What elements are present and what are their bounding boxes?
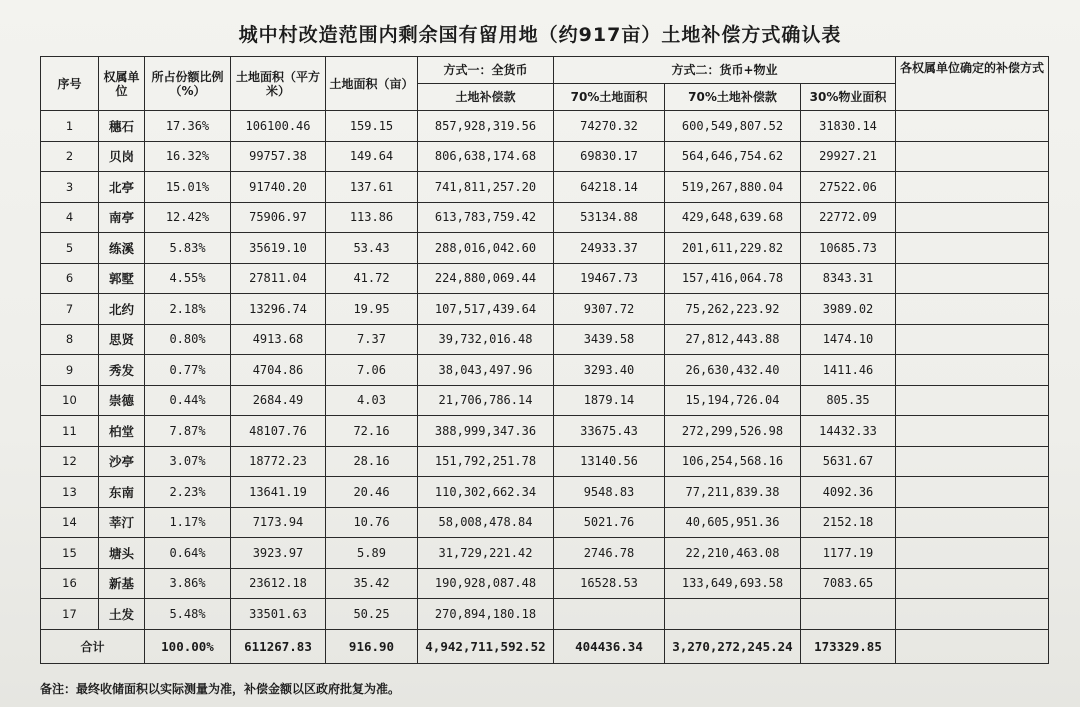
cell-confirm [896, 263, 1049, 294]
cell-share: 5.48% [145, 599, 231, 630]
table-row [41, 477, 1049, 508]
cell-seq: 14 [41, 507, 99, 538]
cell-area-mu: 7.06 [326, 355, 418, 386]
cell-comp: 806,638,174.68 [418, 141, 554, 172]
total-comp70: 3,270,272,245.24 [665, 629, 801, 663]
header-option2-prop30: 30%物业面积 [801, 84, 896, 111]
cell-comp70: 429,648,639.68 [665, 202, 801, 233]
cell-share: 0.44% [145, 385, 231, 416]
cell-area-sqm: 91740.20 [231, 172, 326, 203]
cell-unit: 贝岗 [99, 141, 145, 172]
cell-area-sqm: 4704.86 [231, 355, 326, 386]
total-area70: 404436.34 [554, 629, 665, 663]
cell-area70: 9548.83 [554, 477, 665, 508]
cell-prop30: 1474.10 [801, 324, 896, 355]
cell-comp70: 22,210,463.08 [665, 538, 801, 569]
cell-comp70: 15,194,726.04 [665, 385, 801, 416]
compensation-table [40, 56, 1049, 664]
table-row [41, 416, 1049, 447]
cell-unit: 北约 [99, 294, 145, 325]
table-body [41, 111, 1049, 630]
cell-share: 4.55% [145, 263, 231, 294]
cell-area-sqm: 13296.74 [231, 294, 326, 325]
cell-area-mu: 113.86 [326, 202, 418, 233]
cell-area-sqm: 7173.94 [231, 507, 326, 538]
total-share: 100.00% [145, 629, 231, 663]
cell-seq: 17 [41, 599, 99, 630]
cell-area-mu: 41.72 [326, 263, 418, 294]
cell-comp: 110,302,662.34 [418, 477, 554, 508]
cell-unit: 秀发 [99, 355, 145, 386]
cell-area70: 19467.73 [554, 263, 665, 294]
cell-share: 5.83% [145, 233, 231, 264]
header-row-1 [41, 57, 1049, 84]
cell-prop30: 2152.18 [801, 507, 896, 538]
cell-area70 [554, 599, 665, 630]
cell-seq: 13 [41, 477, 99, 508]
cell-area70: 69830.17 [554, 141, 665, 172]
cell-unit: 新基 [99, 568, 145, 599]
cell-area70: 24933.37 [554, 233, 665, 264]
cell-prop30: 31830.14 [801, 111, 896, 142]
header-seq: 序号 [41, 57, 99, 111]
cell-area-sqm: 4913.68 [231, 324, 326, 355]
cell-share: 0.80% [145, 324, 231, 355]
total-prop30: 173329.85 [801, 629, 896, 663]
cell-seq: 6 [41, 263, 99, 294]
cell-area-sqm: 99757.38 [231, 141, 326, 172]
table-row [41, 324, 1049, 355]
cell-prop30: 5631.67 [801, 446, 896, 477]
header-option2: 方式二：货币+物业 [554, 57, 896, 84]
cell-seq: 2 [41, 141, 99, 172]
cell-prop30 [801, 599, 896, 630]
header-share: 所占份额比例（%） [145, 57, 231, 111]
cell-comp: 190,928,087.48 [418, 568, 554, 599]
cell-area-sqm: 75906.97 [231, 202, 326, 233]
cell-comp: 58,008,478.84 [418, 507, 554, 538]
cell-area-sqm: 13641.19 [231, 477, 326, 508]
cell-area70: 1879.14 [554, 385, 665, 416]
cell-prop30: 3989.02 [801, 294, 896, 325]
cell-share: 1.17% [145, 507, 231, 538]
cell-seq: 7 [41, 294, 99, 325]
cell-confirm [896, 538, 1049, 569]
total-row [41, 629, 1049, 663]
cell-area-mu: 7.37 [326, 324, 418, 355]
cell-seq: 8 [41, 324, 99, 355]
cell-area-mu: 10.76 [326, 507, 418, 538]
cell-share: 16.32% [145, 141, 231, 172]
cell-comp70: 600,549,807.52 [665, 111, 801, 142]
cell-share: 12.42% [145, 202, 231, 233]
cell-area-sqm: 3923.97 [231, 538, 326, 569]
cell-unit: 塘头 [99, 538, 145, 569]
table-row [41, 202, 1049, 233]
cell-area70: 3439.58 [554, 324, 665, 355]
cell-area70: 53134.88 [554, 202, 665, 233]
cell-confirm [896, 202, 1049, 233]
cell-area-mu: 19.95 [326, 294, 418, 325]
header-option2-comp70: 70%土地补偿款 [665, 84, 801, 111]
cell-area-mu: 149.64 [326, 141, 418, 172]
cell-seq: 1 [41, 111, 99, 142]
cell-unit: 南亭 [99, 202, 145, 233]
table-row [41, 172, 1049, 203]
cell-unit: 思贤 [99, 324, 145, 355]
cell-comp: 21,706,786.14 [418, 385, 554, 416]
cell-share: 2.18% [145, 294, 231, 325]
cell-area70: 74270.32 [554, 111, 665, 142]
cell-confirm [896, 477, 1049, 508]
header-area-mu: 土地面积（亩） [326, 57, 418, 111]
cell-seq: 3 [41, 172, 99, 203]
cell-comp: 741,811,257.20 [418, 172, 554, 203]
cell-area-mu: 5.89 [326, 538, 418, 569]
cell-area-sqm: 23612.18 [231, 568, 326, 599]
cell-confirm [896, 233, 1049, 264]
cell-share: 17.36% [145, 111, 231, 142]
cell-area-mu: 28.16 [326, 446, 418, 477]
cell-prop30: 14432.33 [801, 416, 896, 447]
cell-area-sqm: 27811.04 [231, 263, 326, 294]
cell-seq: 5 [41, 233, 99, 264]
cell-confirm [896, 172, 1049, 203]
table-row [41, 233, 1049, 264]
cell-comp70: 272,299,526.98 [665, 416, 801, 447]
cell-confirm [896, 385, 1049, 416]
cell-area-mu: 72.16 [326, 416, 418, 447]
cell-prop30: 10685.73 [801, 233, 896, 264]
cell-confirm [896, 355, 1049, 386]
cell-area-mu: 137.61 [326, 172, 418, 203]
footnote: 备注：最终收储面积以实际测量为准，补偿金额以区政府批复为准。 [40, 682, 401, 696]
cell-unit: 柏堂 [99, 416, 145, 447]
cell-comp: 31,729,221.42 [418, 538, 554, 569]
cell-comp70: 201,611,229.82 [665, 233, 801, 264]
table-row [41, 111, 1049, 142]
cell-prop30: 7083.65 [801, 568, 896, 599]
cell-area-sqm: 2684.49 [231, 385, 326, 416]
cell-comp70: 106,254,568.16 [665, 446, 801, 477]
cell-area-sqm: 35619.10 [231, 233, 326, 264]
cell-comp70 [665, 599, 801, 630]
cell-prop30: 29927.21 [801, 141, 896, 172]
cell-share: 0.64% [145, 538, 231, 569]
cell-unit: 郭墅 [99, 263, 145, 294]
header-option2-area70: 70%土地面积 [554, 84, 665, 111]
table-row [41, 568, 1049, 599]
cell-area-mu: 4.03 [326, 385, 418, 416]
cell-area-sqm: 106100.46 [231, 111, 326, 142]
cell-share: 2.23% [145, 477, 231, 508]
cell-unit: 沙亭 [99, 446, 145, 477]
cell-confirm [896, 324, 1049, 355]
table-row [41, 599, 1049, 630]
cell-comp70: 27,812,443.88 [665, 324, 801, 355]
cell-share: 15.01% [145, 172, 231, 203]
cell-area-mu: 35.42 [326, 568, 418, 599]
cell-area-sqm: 18772.23 [231, 446, 326, 477]
cell-comp70: 77,211,839.38 [665, 477, 801, 508]
cell-area-sqm: 48107.76 [231, 416, 326, 447]
cell-comp70: 40,605,951.36 [665, 507, 801, 538]
cell-comp: 151,792,251.78 [418, 446, 554, 477]
cell-confirm [896, 568, 1049, 599]
cell-seq: 15 [41, 538, 99, 569]
cell-comp: 857,928,319.56 [418, 111, 554, 142]
cell-area70: 9307.72 [554, 294, 665, 325]
cell-confirm [896, 599, 1049, 630]
cell-seq: 12 [41, 446, 99, 477]
cell-prop30: 27522.06 [801, 172, 896, 203]
cell-comp: 224,880,069.44 [418, 263, 554, 294]
document-title: 城中村改造范围内剩余国有留用地（约917亩）土地补偿方式确认表 [238, 24, 842, 46]
header-option1: 方式一：全货币 [418, 57, 554, 84]
cell-area70: 16528.53 [554, 568, 665, 599]
cell-comp70: 26,630,432.40 [665, 355, 801, 386]
cell-share: 3.86% [145, 568, 231, 599]
cell-prop30: 1411.46 [801, 355, 896, 386]
table-row [41, 538, 1049, 569]
cell-area70: 13140.56 [554, 446, 665, 477]
cell-share: 7.87% [145, 416, 231, 447]
cell-prop30: 805.35 [801, 385, 896, 416]
cell-comp: 270,894,180.18 [418, 599, 554, 630]
table-row [41, 507, 1049, 538]
cell-comp70: 519,267,880.04 [665, 172, 801, 203]
cell-share: 3.07% [145, 446, 231, 477]
cell-comp70: 564,646,754.62 [665, 141, 801, 172]
cell-comp70: 75,262,223.92 [665, 294, 801, 325]
table-row [41, 141, 1049, 172]
total-label: 合计 [41, 629, 145, 663]
table-row [41, 355, 1049, 386]
cell-comp: 288,016,042.60 [418, 233, 554, 264]
cell-unit: 练溪 [99, 233, 145, 264]
total-area-mu: 916.90 [326, 629, 418, 663]
cell-unit: 穗石 [99, 111, 145, 142]
table-row [41, 446, 1049, 477]
cell-seq: 10 [41, 385, 99, 416]
cell-unit: 北亭 [99, 172, 145, 203]
cell-area70: 2746.78 [554, 538, 665, 569]
cell-area70: 33675.43 [554, 416, 665, 447]
total-confirm-cell [896, 629, 1049, 663]
cell-prop30: 1177.19 [801, 538, 896, 569]
cell-unit: 崇德 [99, 385, 145, 416]
header-confirm: 各权属单位确定的补偿方式 [896, 57, 1049, 111]
table-row [41, 263, 1049, 294]
cell-confirm [896, 111, 1049, 142]
cell-area70: 5021.76 [554, 507, 665, 538]
cell-comp70: 133,649,693.58 [665, 568, 801, 599]
cell-prop30: 22772.09 [801, 202, 896, 233]
cell-seq: 9 [41, 355, 99, 386]
cell-confirm [896, 294, 1049, 325]
cell-seq: 16 [41, 568, 99, 599]
cell-confirm [896, 416, 1049, 447]
cell-area-mu: 159.15 [326, 111, 418, 142]
cell-comp: 39,732,016.48 [418, 324, 554, 355]
cell-unit: 东南 [99, 477, 145, 508]
cell-seq: 11 [41, 416, 99, 447]
cell-comp: 613,783,759.42 [418, 202, 554, 233]
table-row [41, 385, 1049, 416]
total-area-sqm: 611267.83 [231, 629, 326, 663]
cell-area-sqm: 33501.63 [231, 599, 326, 630]
cell-comp: 38,043,497.96 [418, 355, 554, 386]
cell-seq: 4 [41, 202, 99, 233]
header-unit: 权属单位 [99, 57, 145, 111]
cell-area70: 64218.14 [554, 172, 665, 203]
cell-confirm [896, 446, 1049, 477]
cell-unit: 土发 [99, 599, 145, 630]
cell-confirm [896, 141, 1049, 172]
cell-area-mu: 50.25 [326, 599, 418, 630]
cell-share: 0.77% [145, 355, 231, 386]
cell-confirm [896, 507, 1049, 538]
cell-comp: 107,517,439.64 [418, 294, 554, 325]
cell-area-mu: 20.46 [326, 477, 418, 508]
cell-prop30: 4092.36 [801, 477, 896, 508]
header-area-sqm: 土地面积（平方米） [231, 57, 326, 111]
table-row [41, 294, 1049, 325]
header-option1-comp: 土地补偿款 [418, 84, 554, 111]
cell-area-mu: 53.43 [326, 233, 418, 264]
cell-comp70: 157,416,064.78 [665, 263, 801, 294]
total-comp: 4,942,711,592.52 [418, 629, 554, 663]
cell-prop30: 8343.31 [801, 263, 896, 294]
cell-comp: 388,999,347.36 [418, 416, 554, 447]
cell-area70: 3293.40 [554, 355, 665, 386]
cell-unit: 莘汀 [99, 507, 145, 538]
